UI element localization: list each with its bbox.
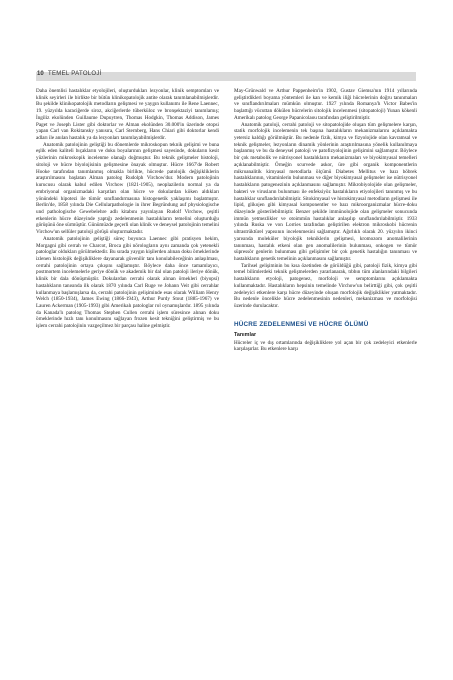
left-text-column [36,88,219,330]
right-paragraph-3: Tarihsel gelişiminin bu kısa özetinden de görüldüğü gibi, patoloji fizik, kimya gibi temel bilimlerdeki teknik gelişmelerden yararlanarak, tıbbın tüm alanlarındaki bilgileri hastalıkların etyoloji, patogenez, morfoloji ve semptomlarını açıklamakta kullanmaktadır. Hastalıkların hepsinin temelinde Virchow'un belirttiği gibi, çok çeşitli zedeleyici etkenlere karşı hücre düzeyinde oluşan morfolojik değişiklikler yatmaktadır. Bu nedenle öncelikle hücre zedelenmesinin nedenleri, mekanizması ve morfolojisi üzerinde durulacaktır. [234,262,417,309]
left-paragraph-1: Daha önemlisi hastalıklar etyolojileri, oluşturdukları lezyonlar, klinik semptomları ve klinik seyirleri ile birlikte bir bütün klinikopatolojik antite olarak tanımlanabilmişlerdir. Bu şekilde klinikopatolojik metodların gelişmesi ve yaygın kullanımı ile Rene Laennec, 19. yüzyılda karaciğerde siroz, akciğerlerde tüberküloz ve bronşektaziyi tanımlamış; İngiliz ekolünden Guillaume Dupuytren, Thomas Hodgkin, Thomas Addison, James Paget ve Joseph Lister gibi doktorlar ve Alman ekolünden 30.000'in üzerinde otopsi yapan Carl van Rokitansky yanısıra, Carl Sternberg, Hans Chiari gibi doktorlar kendi adları ile anılan hastalık ya da lezyonları tanımlayabilmişlerdir. [36,88,219,142]
left-paragraph-2: Anatomik patolojinin geliştiği bu dönemlerde mikroskopun teknik gelişimi ve buna eşlik eden kaliteli bıçakların ve doku boyalarının gelişmesi sayesinde, dokuların kesit yüzlerinin mikroskopik incelenme olanağı doğmuştur. Bu teknik gelişmeler histoloji, sitoloji ve hücre biyolojisinin gelişmesine önayak olmuştur. Hücre 1667'de Robert Hooke tarafından tanımlanmış olmakla birlikte, hücrede patolojik değişikliklerin araştırılmasını başlatan Alman patolog Rudolph Virchow'dur. Modern patolojinin kurucusu olarak kabul edilen Virchow (1821-1905), neoplazilerin normal ya da embriyonal organizmadaki karşıtları olan hücre ve dokulardan köken aldıkları yönündeki hipotezi ile tümör sınıflandırmasına histogenetik yaklaşımı başlatmıştır. Berlin'de, 1858 yılında Die Cellularpathologie in ihrer Begründung auf physiologische und pathologische Gewebelehre adlı kitabını yayınlayan Rudolf Virchow, çeşitli etkenlerin hücre düzeyinde yaptığı zedelenmenin hastalıkların temelini oluşturduğu görüşünü öne sürmüştür. Günümüzde geçerli olan klinik ve deneysel patolojinin temelini Virchow'un sellüler patoloji görüşü oluşturmaktadır. [36,141,219,236]
running-head-title: TEMEL PATOLOJİ [48,71,102,77]
definitions-paragraph: Hücreler iç ve dış ortamlarında değişikliklere yol açan bir çok zedeleyici etkenlerle karşılaşırlar. Bu etkenlere karşı [234,339,417,353]
section-heading: HÜCRE ZEDELENMESİ VE HÜCRE ÖLÜMÜ [234,320,369,328]
page-number: 10 [37,71,44,77]
left-paragraph-3: Anatomik patolojinin geliştiği süreç boyunca Laennec gibi pratisyen hekim, Morgagni gibi cerrah ve Charcot, Broca gibi nörologların aynı zamanda çok yetenekli patologlar oldukları görülmektedir. Bu sırada yaygın kişilerden alınan doku örneklerinde izlenen histolojik değişikliklere dayanarak güvenilir tanı konulabileceğinin anlaşılması, cerrahi patolojinin ortaya çıkışını sağlamıştır. Böylece daha önce tamamlayıcı, postmortem incelemelerle geriye dönük ve akademik bir dal olan patoloji ileriye dönük, klinik bir dala dönüşmüştür. Dokulardan cerrahi olarak alınan örnekleri (biyopsi) hastalıkların tanısında ilk olarak 1870 yılında Carl Ruge ve Johann Veit gibi cerrahlar kullanmaya başlamışlarsa da, cerrahi patolojinin gelişiminde esas olarak William Henry Welch (1850-1934), James Ewing (1866-1943), Arthur Purdy Stout (1885-1967) ve Lauren Ackerman (1905-1993) gibi Amerikalı patologlar rol oynamışlardır. 1895 yılında da Kanada'lı patolog Thomas Stephen Cullen cerrahi işlem süresince alınan doku örneklerinde hızlı tanı konulmasını sağlayan frozen kesit tekniğini geliştirmiş ve bu işlem cerrahi patolojinin vazgeçilmez bir parçası haline gelmiştir. [36,235,219,330]
right-paragraph-2: Anatomik patoloji, cerrahi patoloji ve sitopatolojide oluşan tüm gelişmelere karşın, statik morfolojik incelemenin tek başına hastalıkların mekanizmalarını açıklamakta yetersiz kaldığı görülmüştür. Bu nedenle fizik, kimya ve fizyolojide olan kavramsal ve teknik gelişmeler, lezyonların dinamik yönlerinin araştırılmasına yönelik kullanılmaya başlanmış ve bu da deneysel patoloji ve patofizyolojinin gelişimini sağlamıştır. Böylece bir çok metabolik ve nütrisyonel hastalıkların mekanizmaları ve biyokimyasal temelleri açıklanabilmiştir. Örneğin scurvede askor, üre gibi organik komponentlerin mikroanalitik kimyasal metodlarla ölçümü Diabetes Mellitus ve bazı böbrek hastalıklarının, vitaminlerin bulunması ve diğer biyokimyasal gelişmeler ise nütrisyonel hastalıkların patogenezinin açıklanmasını sağlamıştır. Mikrobiyolojide olan gelişmeler, bakteri ve virusların bulunması ile enfeksiyöz hastalıkların etiyolojileri tanınmış ve bu hastalıklar sınıflandırılabilmiştir. Sitokimyasal ve histokimyasal metodların gelişmesi ile lipid, glikojen gibi kimyasal komponentler ve bazı mikroorganizmalar hücre-doku düzeyinde gösterilebilmiştir. Benzer şekilde immünolojide olan gelişmeler sonucunda immün yetmezlikler ve otoimmün hastalıklar anlaşılıp sınıflandırılabilmiştir. 1933 yılında Ruska ve von Lorries tarafından geliştirilen elektron mikroskobi hücrenin ultrastrüktürel yapısının incelenmesini sağlamıştır. Ağırlıklı olarak 20. yüzyılın ikinci yarısında moleküler biyolojik tekniklerin gelişmesi, kromozom anomalilerinin tanınması, hastalık etkeni olan gen anomalilerinin bulunması, onkogen ve tümör süpressör genlerin bulunması gibi gelişimler bir çok genetik hastalığın tanınması ve hastalıkların genetik temelinin açıklanmasını sağlamıştır. [234,121,417,262]
subheading-definitions: Tanımlar [234,331,257,338]
right-paragraph-1: May-Grünwald ve Arthur Pappenheim'in 1902, Gustav Giemsa'nın 1914 yıllarında geliştirdikleri boyama yöntemleri ile kan ve kemik iliği hücrelerinin doğru tanınmaları ve sınıflandırılmaları mümkün olmuştur. 1927 yılında Romanya'lı Victor Babes'in başlattığı vücuttan dökülen hücrelerin sitolojik incelenmesi (sitopatoloji) Yunan kökenli Amerikalı patolog George Papanicolaou tarafından geliştirilmiştir. [234,88,417,121]
right-text-column [234,88,417,353]
